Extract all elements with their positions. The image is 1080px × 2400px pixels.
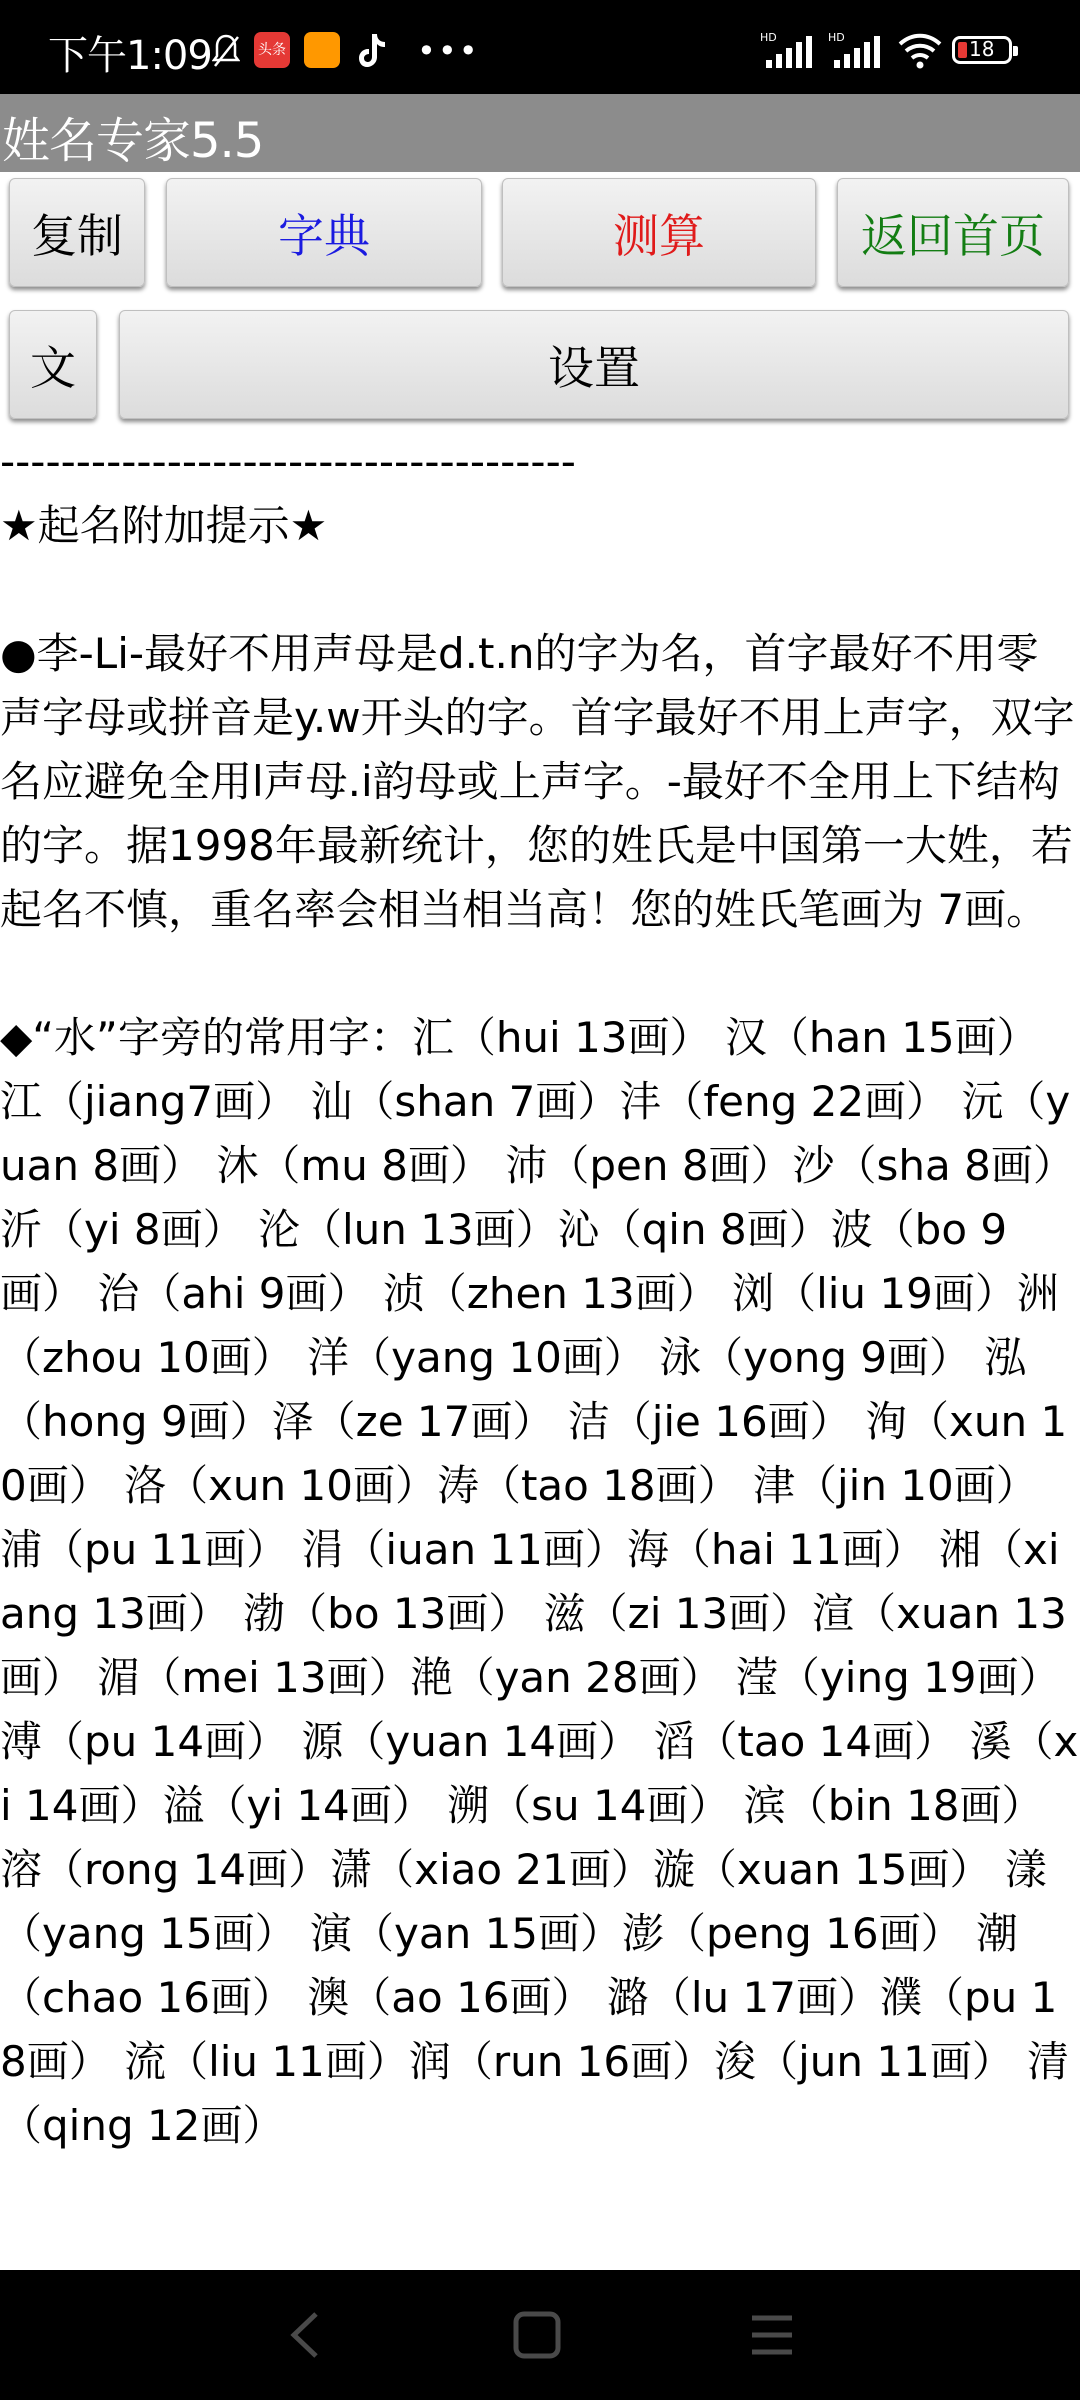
signal-hd-1-icon — [760, 30, 818, 70]
system-status-icons — [760, 28, 1080, 76]
navigation-bar — [0, 2270, 1080, 2400]
content-area[interactable] — [0, 430, 1080, 2270]
signal-hd-2-icon — [828, 30, 886, 70]
mute-bell-icon — [212, 34, 240, 68]
section-title: ★起名附加提示★ — [0, 501, 328, 550]
toutiao-app-icon: 头条 — [254, 32, 290, 68]
recent-apps-icon[interactable] — [748, 2310, 796, 2360]
battery-icon — [952, 36, 1012, 64]
home-icon[interactable] — [510, 2308, 564, 2362]
tiktok-icon — [356, 30, 388, 70]
text-divider: -------------------------------------- — [0, 437, 576, 486]
water-radical-paragraph: ◆“水”字旁的常用字：汇（hui 13画） 汉（han 15画） 江（jiang7画） 汕（shan 7画）沣（feng 22画） 沅（yuan 8画） 沐（mu 8画） 沛（pen 8画）沙（sha 8画） 沂（yi 8画） 沦（lun 13画）沁（qin 8画）波（bo 9画） 治（ahi 9画） 浈（zhen 13画） 浏（liu 19画）洲（zhou 10画） 洋（yang 10画） 泳（yong 9画） 泓（hong 9画）泽（ze 17画） 洁（jie 16画） 洵（xun 10画） 洛（xun 10画）涛（tao 18画） 津（jin 10画） 浦（pu 11画） 涓（iuan 11画）海（hai 11画） 湘（xiang 13画） 渤（bo 13画） 滋（zi 13画）渲（xuan 13画） 湄（mei 13画）滟（yan 28画） 滢（ying 19画） 溥（pu 14画） 源（yuan 14画） 滔（tao 14画） 溪（xi 14画）溢（yi 14画） 溯（su 14画） 滨（bin 18画） 溶（rong 14画）潇（xiao 21画）漩（xuan 15画） 漾（yang 15画） 演（yan 15画）澎（peng 16画） 潮（chao 16画） 澳（ao 16画） 潞（lu 17画）濮（pu 18画） 流（liu 11画）润（run 16画）浚（jun 11画） 清（qing 12画） — [0, 1013, 1079, 2150]
svg-text:HD: HD — [828, 31, 845, 44]
back-to-home-button[interactable]: 返回首页 — [837, 178, 1069, 287]
naming-tip-paragraph: ●李-Li-最好不用声母是d.t.n的字为名，首字最好不用零声字母或拼音是y.w开头的字。首字最好不用上声字，双字名应避免全用l声母.i韵母或上声字。-最好不全用上下结构的字。据1998年最新统计，您的姓氏是中国第一大姓，若起名不慎，重名率会相当相当高！您的姓氏笔画为 7画。 — [0, 629, 1075, 934]
copy-button[interactable]: 复制 — [9, 178, 145, 287]
app-title-bar — [0, 94, 1080, 172]
svg-text:HD: HD — [760, 31, 777, 44]
status-bar — [0, 0, 1080, 94]
wifi-icon — [898, 32, 942, 70]
more-notifications-icon: ••• — [417, 32, 480, 70]
settings-button[interactable]: 设置 — [119, 310, 1069, 419]
calculate-button[interactable]: 测算 — [502, 178, 816, 287]
app-title: 姓名专家5.5 — [2, 113, 264, 169]
app-notification-icon — [304, 32, 340, 68]
back-icon[interactable] — [280, 2308, 330, 2362]
battery-level: 18 — [969, 37, 995, 61]
status-time: 下午1:09 — [48, 33, 212, 79]
dictionary-button[interactable]: 字典 — [166, 178, 482, 287]
text-button[interactable]: 文 — [9, 310, 97, 419]
